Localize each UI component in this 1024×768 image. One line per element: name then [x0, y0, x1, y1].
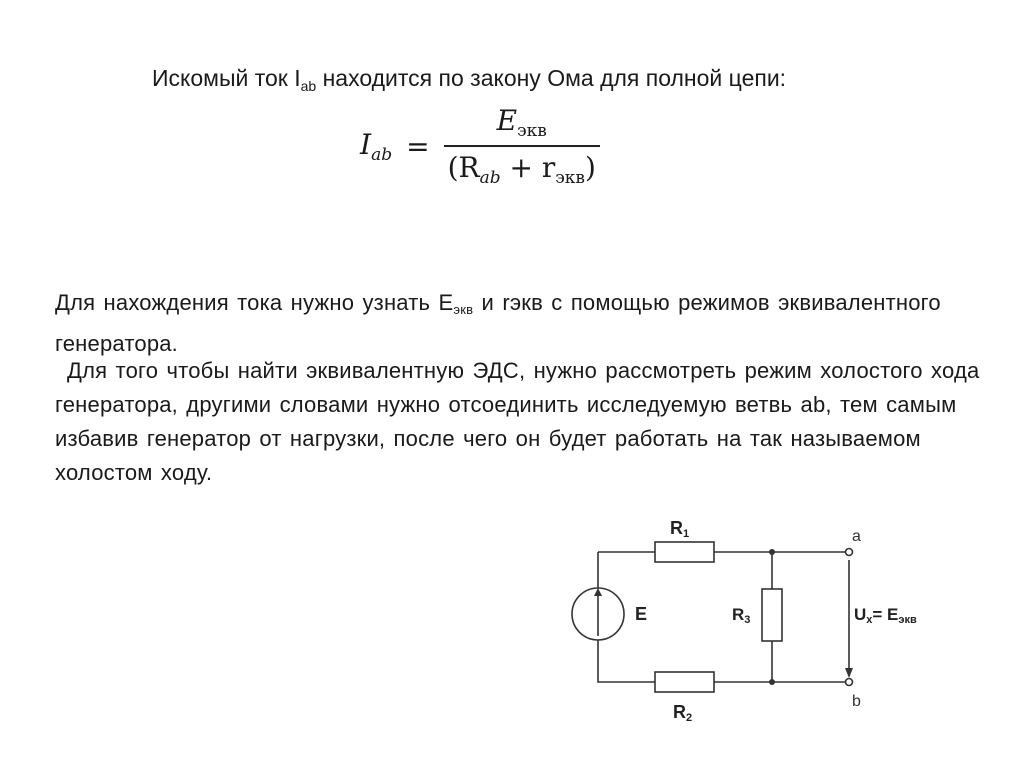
formula-num-sub: экв: [517, 121, 547, 141]
paragraph-2: Для того чтобы найти эквивалентную ЭДС, нужно рассмотреть режим холостого хода генератора, другими словами нужно отсоединить исследуемую ветвь ab, тем самым избавив генератор от нагрузки, после чего он будет работать на так называемом холостом ходу.: [55, 358, 980, 485]
label-r1: R1: [670, 518, 690, 540]
terminal-a-dot: [846, 549, 853, 556]
circuit-diagram: [560, 510, 980, 730]
resistor-r3: [762, 589, 782, 641]
formula-lhs-main: I: [360, 127, 372, 161]
voltage-arrowhead: [845, 668, 853, 678]
terminal-b-dot: [846, 679, 853, 686]
source-e-arrowhead: [594, 588, 602, 596]
formula-lhs: [360, 128, 392, 165]
label-source-e: E: [635, 604, 648, 624]
formula-lhs-sub: ab: [371, 144, 393, 165]
heading-sub: ab: [300, 78, 317, 94]
formula-den-sub2: экв: [555, 168, 585, 188]
junction-top: [769, 549, 775, 555]
label-voltage: Ux= Eэкв: [854, 605, 917, 626]
formula: [360, 104, 600, 188]
formula-denominator: [444, 147, 600, 188]
formula-den-sub1: ab: [479, 168, 501, 188]
formula-den-close: ): [584, 151, 596, 184]
wire-left-lower: [598, 640, 655, 682]
formula-numerator: [493, 104, 551, 145]
heading-text-before: Искомый ток I: [152, 65, 301, 91]
formula-num-main: E: [496, 104, 518, 137]
resistor-r1: [655, 542, 714, 562]
label-r3: R3: [732, 605, 751, 626]
formula-equals: =: [406, 129, 430, 163]
p1-sub: экв: [453, 302, 474, 317]
junction-bottom: [769, 679, 775, 685]
formula-den-open: (R: [447, 151, 480, 184]
p1-text-before: Для нахождения тока нужно узнать E: [55, 290, 454, 315]
label-terminal-b: b: [852, 693, 861, 710]
label-r2: R2: [673, 702, 693, 724]
formula-den-plus: + r: [500, 151, 556, 184]
p1-text-after: и rэкв с помощью режимов эквивалентного генератора.: [55, 290, 941, 356]
heading-text-after: находится по закону Ома для полной цепи:: [316, 65, 787, 91]
heading-ohm-law: [152, 62, 786, 102]
formula-fraction: [444, 104, 600, 188]
label-terminal-a: a: [852, 528, 861, 545]
paragraph-1: [55, 286, 1005, 361]
resistor-r2: [655, 672, 714, 692]
